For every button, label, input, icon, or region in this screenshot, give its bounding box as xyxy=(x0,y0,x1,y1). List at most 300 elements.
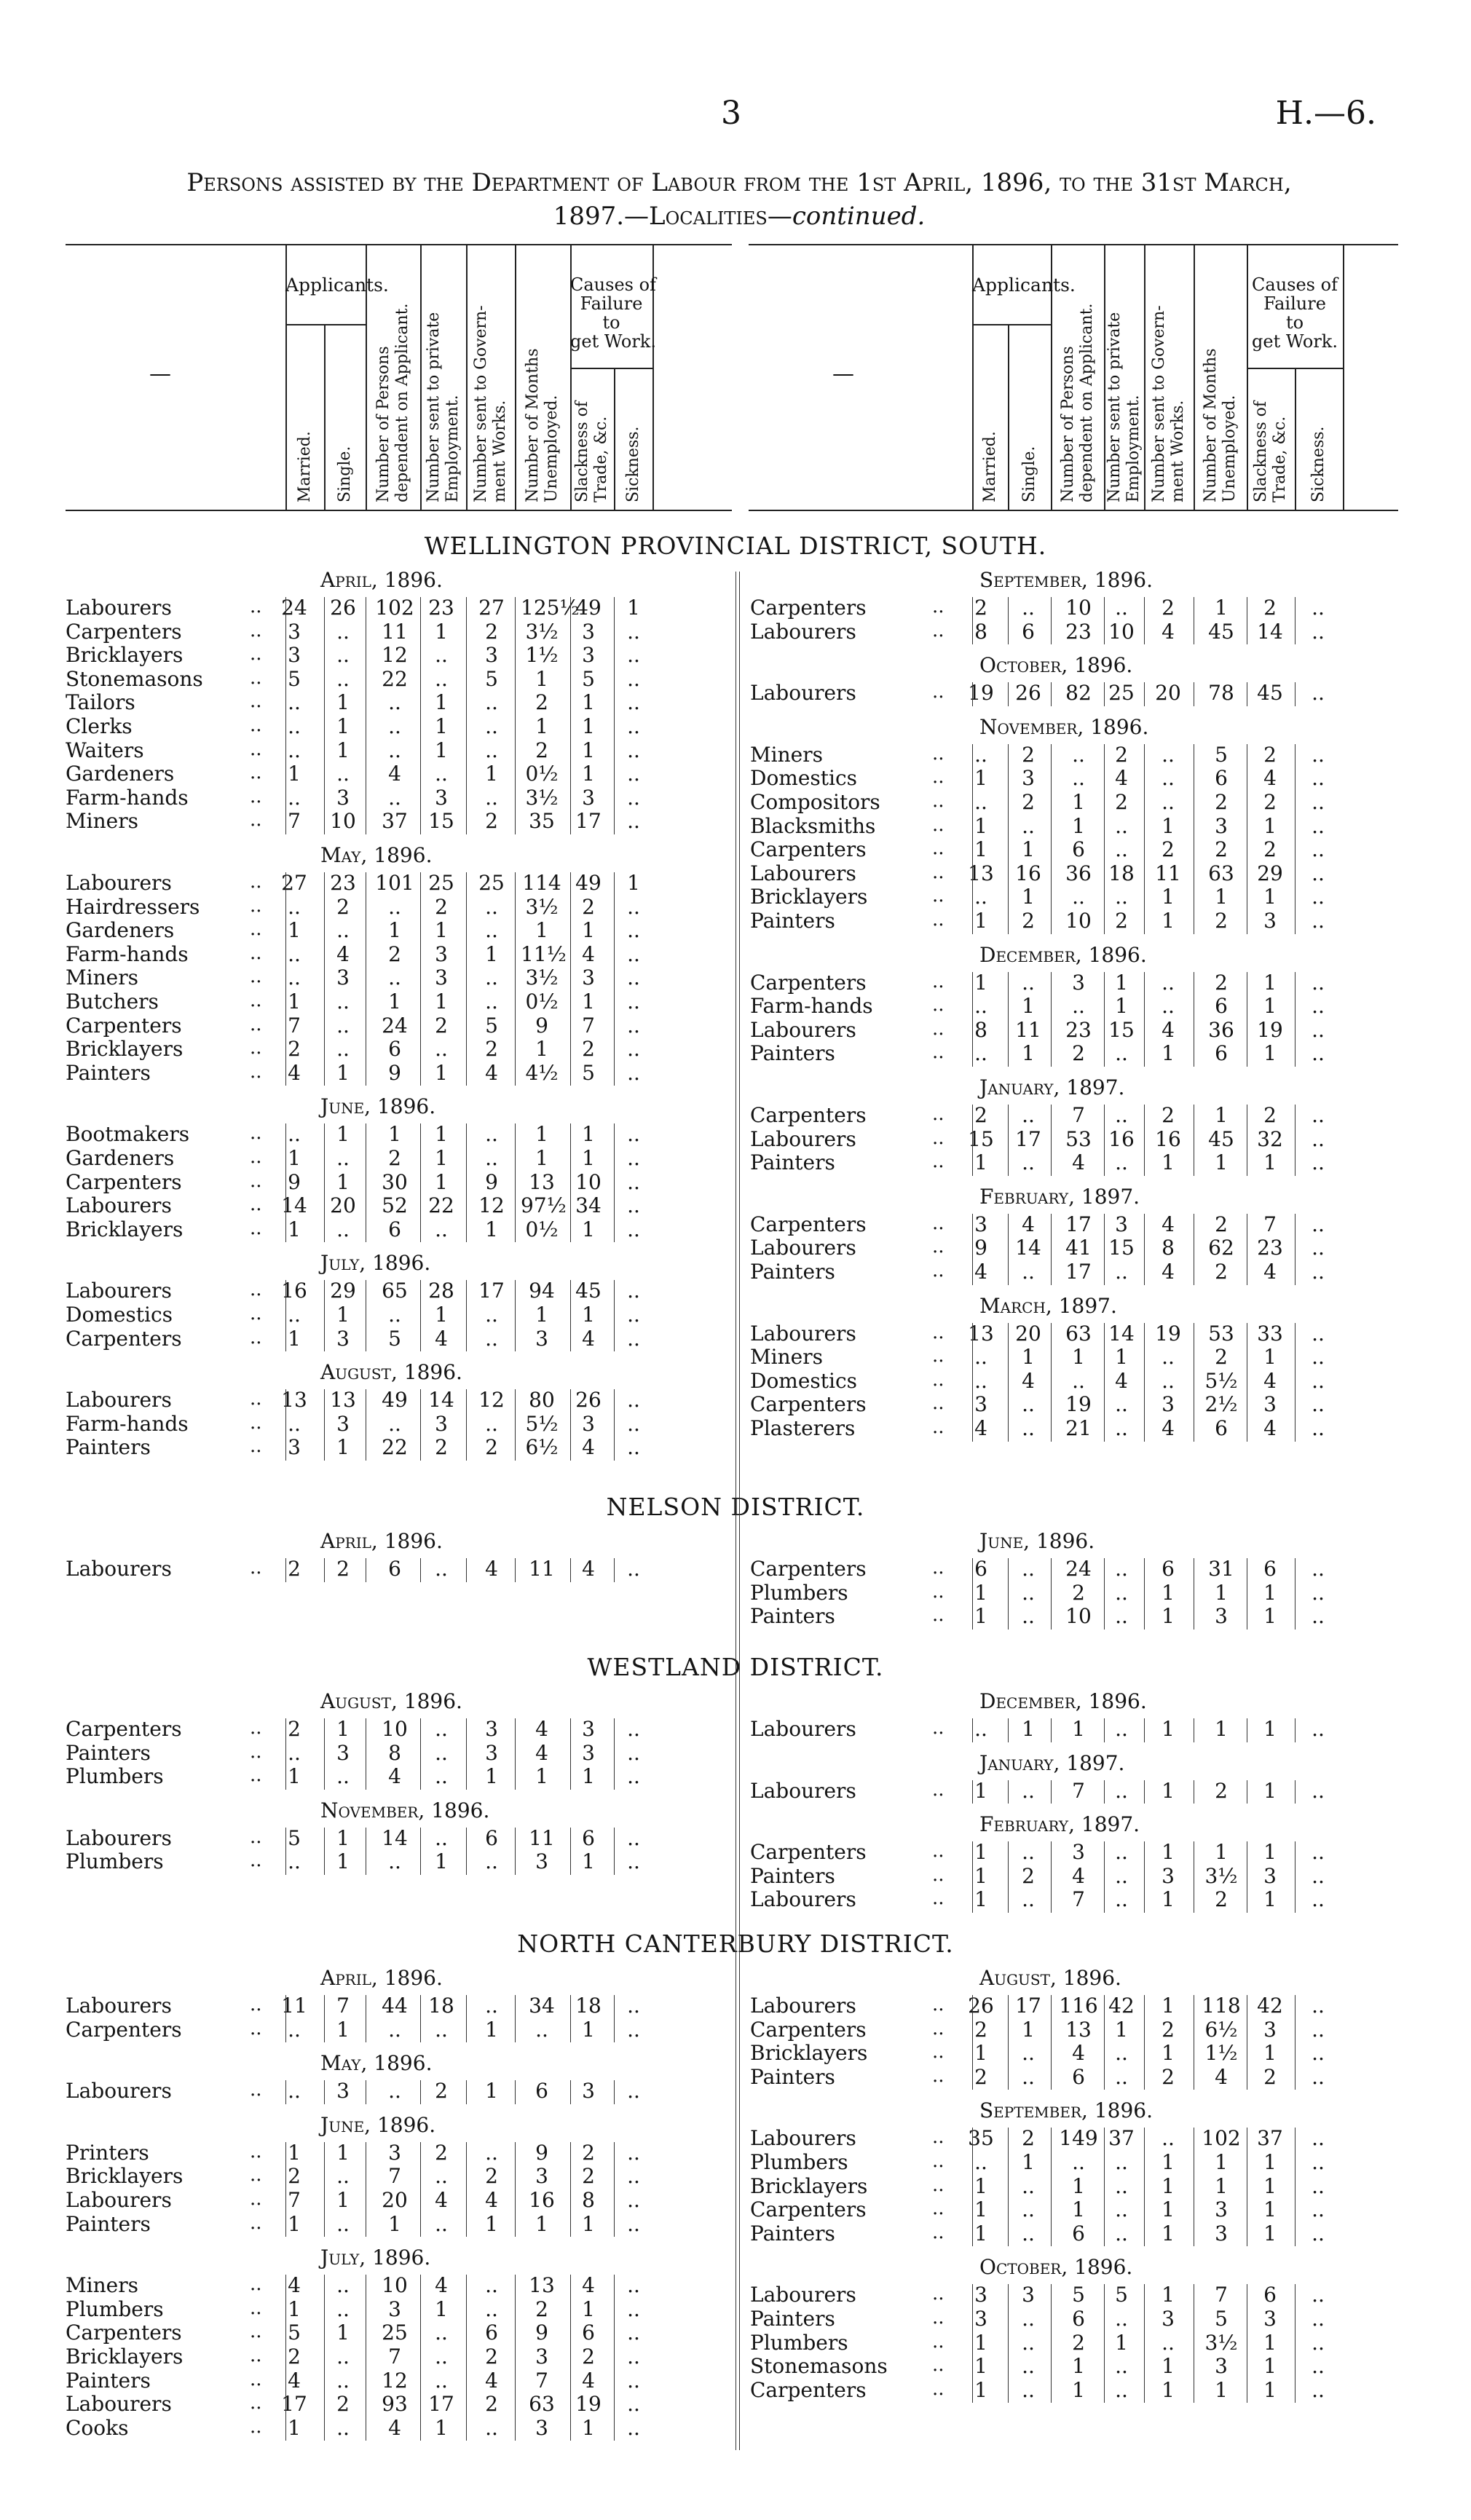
leader-dots: .. xyxy=(250,2017,262,2039)
occupation-label: Farm-hands xyxy=(66,1411,189,1436)
table-cell: 3½ xyxy=(1204,2330,1238,2355)
table-cell: 3 xyxy=(974,1392,987,1417)
table-cell: .. xyxy=(388,1303,401,1327)
table-cell: 6 xyxy=(485,2320,498,2345)
table-cell: 3 xyxy=(582,619,595,644)
table-cell: 19 xyxy=(1155,1321,1181,1346)
table-cell: 1 xyxy=(336,738,350,762)
table-cell: .. xyxy=(336,2211,350,2236)
column-rule xyxy=(515,1828,516,1875)
occupation-label: Painters xyxy=(750,909,835,933)
table-cell: 3 xyxy=(1215,2197,1228,2222)
table-cell: 3 xyxy=(1072,1840,1085,1865)
table-cell: 3 xyxy=(1162,2307,1175,2331)
title-line-2: 1897.—Localities—continued. xyxy=(553,202,926,231)
header-top-rule xyxy=(749,244,1398,245)
table-cell: 2 xyxy=(1263,790,1277,814)
table-cell: .. xyxy=(288,1303,301,1327)
column-rule xyxy=(285,2080,286,2104)
table-cell: .. xyxy=(1115,1717,1128,1741)
occupation-label: Painters xyxy=(66,1740,151,1765)
table-cell: 2 xyxy=(1022,909,1035,933)
table-cell: 116 xyxy=(1059,1994,1098,2018)
table-cell: 6 xyxy=(582,2320,595,2345)
month-heading: April, 1896. xyxy=(320,568,443,592)
leader-dots: .. xyxy=(250,1303,262,1324)
column-rule xyxy=(1008,2284,1009,2403)
header-single-text: Single. xyxy=(335,446,354,502)
table-cell: 1 xyxy=(1022,1717,1035,1741)
month-heading: November, 1896. xyxy=(320,1798,490,1822)
column-rule xyxy=(1008,597,1009,644)
table-cell: 1 xyxy=(1263,2173,1277,2198)
table-cell: .. xyxy=(485,2140,498,2165)
table-cell: 13 xyxy=(968,861,994,885)
table-cell: 9 xyxy=(288,1169,301,1194)
leader-dots: .. xyxy=(932,681,944,703)
table-cell: .. xyxy=(1115,596,1128,620)
table-cell: 1 xyxy=(1215,2377,1228,2402)
column-rule xyxy=(324,1995,325,2042)
table-cell: 3 xyxy=(288,1435,301,1460)
table-cell: 1 xyxy=(582,1146,595,1170)
table-cell: .. xyxy=(1072,2150,1085,2174)
table-cell: 1 xyxy=(627,596,640,620)
table-cell: 5 xyxy=(288,1825,301,1850)
table-cell: 6 xyxy=(388,1037,401,1062)
table-cell: 1 xyxy=(435,738,448,762)
column-rule xyxy=(570,1123,571,1242)
table-cell: 1 xyxy=(1263,2197,1277,2222)
table-cell: .. xyxy=(1312,1321,1325,1346)
table-cell: 1 xyxy=(485,2017,498,2042)
leader-dots: .. xyxy=(250,1169,262,1192)
table-cell: 6 xyxy=(1215,766,1228,791)
header-causes: Causes of Failure to get Work. xyxy=(1252,274,1338,352)
table-cell: 2 xyxy=(1215,909,1228,933)
table-cell: 17 xyxy=(575,809,602,834)
table-cell: 1 xyxy=(1022,837,1035,862)
occupation-label: Carpenters xyxy=(750,2017,867,2042)
table-cell: .. xyxy=(485,1411,498,1436)
table-cell: .. xyxy=(336,1217,350,1241)
table-cell: 20 xyxy=(382,2188,408,2212)
table-cell: 13 xyxy=(968,1321,994,1346)
column-rule xyxy=(420,1995,421,2042)
header-divider xyxy=(1295,368,1296,510)
table-cell: .. xyxy=(1022,2377,1035,2402)
leader-dots: .. xyxy=(932,1017,944,1040)
table-cell: 26 xyxy=(330,596,356,620)
table-cell: 3 xyxy=(336,1411,350,1436)
leader-dots: .. xyxy=(932,1126,944,1149)
table-cell: 6½ xyxy=(525,1435,559,1460)
occupation-label: Painters xyxy=(750,1260,835,1284)
column-rule xyxy=(570,1718,571,1790)
table-cell: 6 xyxy=(1215,1416,1228,1440)
table-cell: 1 xyxy=(1022,2017,1035,2042)
occupation-label: Hairdressers xyxy=(66,894,200,919)
table-cell: 2 xyxy=(1072,1041,1085,1066)
table-cell: 20 xyxy=(330,1193,356,1218)
table-cell: 6 xyxy=(1215,994,1228,1019)
table-cell: .. xyxy=(1022,1604,1035,1629)
table-cell: 1 xyxy=(582,990,595,1014)
table-cell: 18 xyxy=(1108,861,1135,885)
column-rule xyxy=(285,2142,286,2237)
column-rule xyxy=(324,872,325,1086)
table-cell: 2 xyxy=(288,2164,301,2189)
table-cell: .. xyxy=(1312,1017,1325,1042)
table-cell: 114 xyxy=(522,871,561,895)
table-cell: .. xyxy=(627,1764,640,1789)
page-number: 3 xyxy=(721,95,741,132)
leader-dots: .. xyxy=(250,2368,262,2390)
table-cell: 3 xyxy=(1215,2354,1228,2379)
occupation-label: Carpenters xyxy=(750,1840,867,1865)
occupation-label: Carpenters xyxy=(750,596,867,620)
table-cell: 3 xyxy=(336,2079,350,2104)
table-cell: 5 xyxy=(1215,2307,1228,2331)
table-cell: 3 xyxy=(485,643,498,668)
table-cell: 12 xyxy=(382,2368,408,2393)
leader-dots: .. xyxy=(932,2017,944,2039)
column-rule xyxy=(1008,1558,1009,1630)
leader-dots: .. xyxy=(932,885,944,907)
leader-dots: .. xyxy=(932,2330,944,2353)
table-cell: 1 xyxy=(336,2140,350,2165)
table-cell: 35 xyxy=(968,2126,994,2151)
month-heading: August, 1896. xyxy=(320,1689,462,1713)
column-rule xyxy=(515,1389,516,1461)
table-cell: 1 xyxy=(582,2211,595,2236)
occupation-label: Carpenters xyxy=(66,1169,182,1194)
column-rule xyxy=(1144,2128,1145,2246)
table-cell: .. xyxy=(288,1122,301,1147)
table-cell: 1 xyxy=(1215,2150,1228,2174)
table-cell: 4 xyxy=(535,1717,548,1741)
column-rule xyxy=(972,1105,973,1176)
occupation-label: Carpenters xyxy=(750,2377,867,2402)
occupation-label: Bricklayers xyxy=(750,885,868,909)
header-private-text: Number sent to private Employment. xyxy=(424,312,462,502)
leader-dots: .. xyxy=(932,1840,944,1863)
table-cell: 14 xyxy=(1108,1321,1135,1346)
table-cell: 1 xyxy=(1072,1717,1085,1741)
table-cell: .. xyxy=(336,2345,350,2369)
table-cell: 10 xyxy=(330,809,356,834)
leader-dots: .. xyxy=(932,596,944,617)
occupation-label: Plumbers xyxy=(66,1764,164,1789)
table-cell: 2 xyxy=(1215,837,1228,862)
table-cell: 2 xyxy=(535,2296,548,2321)
table-cell: 1 xyxy=(1263,1604,1277,1629)
table-cell: 7 xyxy=(336,1994,350,2018)
column-rule xyxy=(420,1123,421,1242)
header-bottom-rule xyxy=(749,510,1398,511)
table-cell: 2 xyxy=(1215,1887,1228,1912)
leader-dots: .. xyxy=(932,2126,944,2149)
table-cell: .. xyxy=(1312,619,1325,644)
table-cell: 14 xyxy=(1015,1236,1041,1260)
table-cell: 1 xyxy=(1162,1580,1175,1605)
header-divider xyxy=(420,244,422,510)
table-cell: 45 xyxy=(1208,619,1234,644)
column-rule xyxy=(972,2128,973,2246)
table-cell: 1 xyxy=(1162,1887,1175,1912)
table-cell: 1 xyxy=(388,1122,401,1147)
table-cell: .. xyxy=(1312,885,1325,909)
table-cell: .. xyxy=(627,738,640,762)
table-cell: 9 xyxy=(535,2140,548,2165)
table-cell: 2 xyxy=(336,2392,350,2417)
table-cell: 3½ xyxy=(525,619,559,644)
table-cell: 2 xyxy=(1162,2017,1175,2042)
table-cell: .. xyxy=(1162,2330,1175,2355)
leader-dots: .. xyxy=(932,861,944,883)
table-cell: 4 xyxy=(1022,1368,1035,1393)
table-cell: 1 xyxy=(435,619,448,644)
column-rule xyxy=(614,1280,615,1351)
table-cell: 14 xyxy=(1257,619,1283,644)
column-rule xyxy=(324,1389,325,1461)
table-cell: 2 xyxy=(1263,742,1277,767)
leader-dots: .. xyxy=(932,2064,944,2087)
table-cell: 4 xyxy=(388,2415,401,2440)
table-cell: .. xyxy=(627,1122,640,1147)
column-rule xyxy=(1104,1718,1105,1742)
table-cell: 1 xyxy=(1215,596,1228,620)
table-cell: 11 xyxy=(1155,861,1181,885)
month-heading: December, 1896. xyxy=(979,942,1147,967)
table-cell: .. xyxy=(1022,2354,1035,2379)
table-cell: 3 xyxy=(388,2296,401,2321)
table-cell: .. xyxy=(1312,994,1325,1019)
table-cell: 5 xyxy=(388,1326,401,1351)
table-cell: 28 xyxy=(428,1279,454,1303)
table-cell: 3 xyxy=(1215,813,1228,838)
table-cell: 1 xyxy=(582,738,595,762)
occupation-label: Carpenters xyxy=(66,1717,182,1741)
table-cell: .. xyxy=(627,809,640,834)
column-rule xyxy=(1144,972,1145,1067)
table-cell: 2 xyxy=(1162,596,1175,620)
table-cell: 23 xyxy=(1065,619,1092,644)
table-cell: .. xyxy=(1312,1126,1325,1151)
occupation-label: Printers xyxy=(66,2140,149,2165)
table-cell: 1 xyxy=(1115,2017,1128,2042)
table-cell: 1 xyxy=(435,1849,448,1874)
table-cell: .. xyxy=(1115,1863,1128,1888)
column-rule xyxy=(285,1995,286,2042)
table-cell: .. xyxy=(535,2017,548,2042)
table-cell: 1 xyxy=(1162,1778,1175,1803)
table-cell: .. xyxy=(288,690,301,715)
table-cell: 19 xyxy=(1065,1392,1092,1417)
table-cell: .. xyxy=(627,1435,640,1460)
table-cell: 2 xyxy=(582,2345,595,2369)
table-cell: 1 xyxy=(435,2415,448,2440)
leader-dots: .. xyxy=(932,1994,944,2015)
table-cell: 1 xyxy=(1215,1717,1228,1741)
table-cell: .. xyxy=(1115,1041,1128,1066)
table-cell: .. xyxy=(627,714,640,738)
table-cell: 13 xyxy=(330,1388,356,1413)
column-rule xyxy=(1051,1718,1052,1742)
table-cell: .. xyxy=(1312,2283,1325,2307)
table-cell: 1 xyxy=(974,970,987,995)
leader-dots: .. xyxy=(932,2197,944,2220)
occupation-label: Domestics xyxy=(750,1368,858,1393)
table-cell: 3½ xyxy=(525,894,559,919)
center-divider xyxy=(736,572,740,2450)
table-cell: .. xyxy=(288,965,301,990)
table-cell: 6 xyxy=(1072,2064,1085,2089)
table-cell: 1 xyxy=(485,2211,498,2236)
table-cell: 102 xyxy=(1202,2126,1241,2151)
table-cell: 1 xyxy=(435,1303,448,1327)
table-cell: .. xyxy=(485,918,498,943)
header-divider xyxy=(466,244,468,510)
leader-dots: .. xyxy=(932,2377,944,2400)
table-cell: .. xyxy=(627,619,640,644)
leader-dots: .. xyxy=(250,1060,262,1083)
column-rule xyxy=(1051,1558,1052,1630)
table-cell: 149 xyxy=(1059,2126,1098,2151)
table-cell: .. xyxy=(485,2415,498,2440)
table-cell: .. xyxy=(627,2296,640,2321)
month-heading: April, 1896. xyxy=(320,1966,443,1990)
table-cell: 1 xyxy=(974,909,987,933)
occupation-label: Farm-hands xyxy=(750,994,873,1019)
table-cell: .. xyxy=(288,1740,301,1765)
column-rule xyxy=(1104,597,1105,644)
leader-dots: .. xyxy=(250,2320,262,2343)
table-cell: 30 xyxy=(382,1169,408,1194)
table-cell: 3 xyxy=(535,1326,548,1351)
header-causes: Causes of Failure to get Work. xyxy=(570,274,656,352)
leader-dots: .. xyxy=(250,1411,262,1434)
occupation-label: Plumbers xyxy=(750,2150,848,2174)
table-cell: 2 xyxy=(388,1146,401,1170)
leader-dots: .. xyxy=(250,1825,262,1848)
column-rule xyxy=(972,2284,973,2403)
occupation-label: Miners xyxy=(750,742,823,767)
table-cell: 4 xyxy=(485,1060,498,1085)
table-cell: 1 xyxy=(336,1303,350,1327)
header-sub-rule xyxy=(972,324,1051,325)
header-sub-rule xyxy=(1247,368,1343,369)
table-cell: 45 xyxy=(1208,1126,1234,1151)
table-cell: .. xyxy=(627,2164,640,2189)
table-cell: 10 xyxy=(1065,1604,1092,1629)
header-months-text: Number of Months Unemployed. xyxy=(1201,348,1239,502)
occupation-label: Labourers xyxy=(750,681,856,706)
table-cell: .. xyxy=(388,714,401,738)
table-cell: 1 xyxy=(535,1146,548,1170)
month-heading: July, 1896. xyxy=(320,1251,431,1276)
occupation-label: Labourers xyxy=(750,1778,856,1803)
table-cell: .. xyxy=(288,1849,301,1874)
column-rule xyxy=(466,872,467,1086)
leader-dots: .. xyxy=(250,941,262,964)
table-cell: 1 xyxy=(582,690,595,715)
month-heading: May, 1896. xyxy=(320,2051,433,2076)
table-cell: 25 xyxy=(478,871,505,895)
table-cell: 5 xyxy=(582,666,595,691)
occupation-label: Labourers xyxy=(66,871,172,895)
table-cell: 1 xyxy=(974,837,987,862)
table-cell: 1 xyxy=(1263,1840,1277,1865)
leader-dots: .. xyxy=(250,918,262,941)
table-cell: .. xyxy=(627,1717,640,1741)
table-cell: .. xyxy=(627,965,640,990)
table-cell: 3 xyxy=(1115,1212,1128,1236)
leader-dots: .. xyxy=(250,965,262,988)
table-cell: 1 xyxy=(1215,1103,1228,1127)
table-cell: 22 xyxy=(382,666,408,691)
table-cell: 102 xyxy=(375,596,414,620)
table-cell: 1 xyxy=(535,714,548,738)
column-rule xyxy=(324,597,325,834)
occupation-label: Carpenters xyxy=(750,1392,867,1417)
occupation-label: Labourers xyxy=(66,596,172,620)
table-cell: .. xyxy=(435,2320,448,2345)
column-rule xyxy=(324,1280,325,1351)
leader-dots: .. xyxy=(250,894,262,917)
table-cell: 4 xyxy=(1215,2064,1228,2089)
table-cell: .. xyxy=(388,965,401,990)
occupation-label: Labourers xyxy=(750,861,856,885)
leader-dots: .. xyxy=(932,1236,944,1258)
occupation-label: Miners xyxy=(66,965,138,990)
column-rule xyxy=(1051,1214,1052,1285)
column-rule xyxy=(420,1558,421,1582)
table-cell: 2 xyxy=(1215,790,1228,814)
table-cell: .. xyxy=(288,2017,301,2042)
table-cell: .. xyxy=(435,2164,448,2189)
table-cell: .. xyxy=(1312,2126,1325,2151)
occupation-label: Painters xyxy=(750,1863,835,1888)
table-cell: 2 xyxy=(485,619,498,644)
table-cell: .. xyxy=(1022,970,1035,995)
table-cell: 2 xyxy=(974,2064,987,2089)
column-rule xyxy=(324,2080,325,2104)
table-cell: .. xyxy=(1312,742,1325,767)
column-rule xyxy=(466,2080,467,2104)
table-cell: 78 xyxy=(1208,681,1234,706)
table-cell: .. xyxy=(627,1037,640,1062)
table-cell: 13 xyxy=(281,1388,307,1413)
table-cell: .. xyxy=(1115,1580,1128,1605)
table-cell: .. xyxy=(435,643,448,668)
table-cell: 2 xyxy=(1072,2330,1085,2355)
table-cell: .. xyxy=(1115,2354,1128,2379)
column-rule xyxy=(972,682,973,706)
header-sickness-text: Sickness. xyxy=(1309,426,1328,502)
table-cell: .. xyxy=(485,2273,498,2298)
table-cell: 3 xyxy=(582,1717,595,1741)
header-top-rule xyxy=(66,244,732,245)
column-rule xyxy=(285,1558,286,1582)
occupation-label: Stonemasons xyxy=(750,2354,888,2379)
column-rule xyxy=(1144,2284,1145,2403)
occupation-label: Bricklayers xyxy=(66,643,184,668)
table-cell: 4 xyxy=(1072,1863,1085,1888)
table-cell: 10 xyxy=(382,2273,408,2298)
header-divider xyxy=(1144,244,1145,510)
table-cell: .. xyxy=(336,2415,350,2440)
